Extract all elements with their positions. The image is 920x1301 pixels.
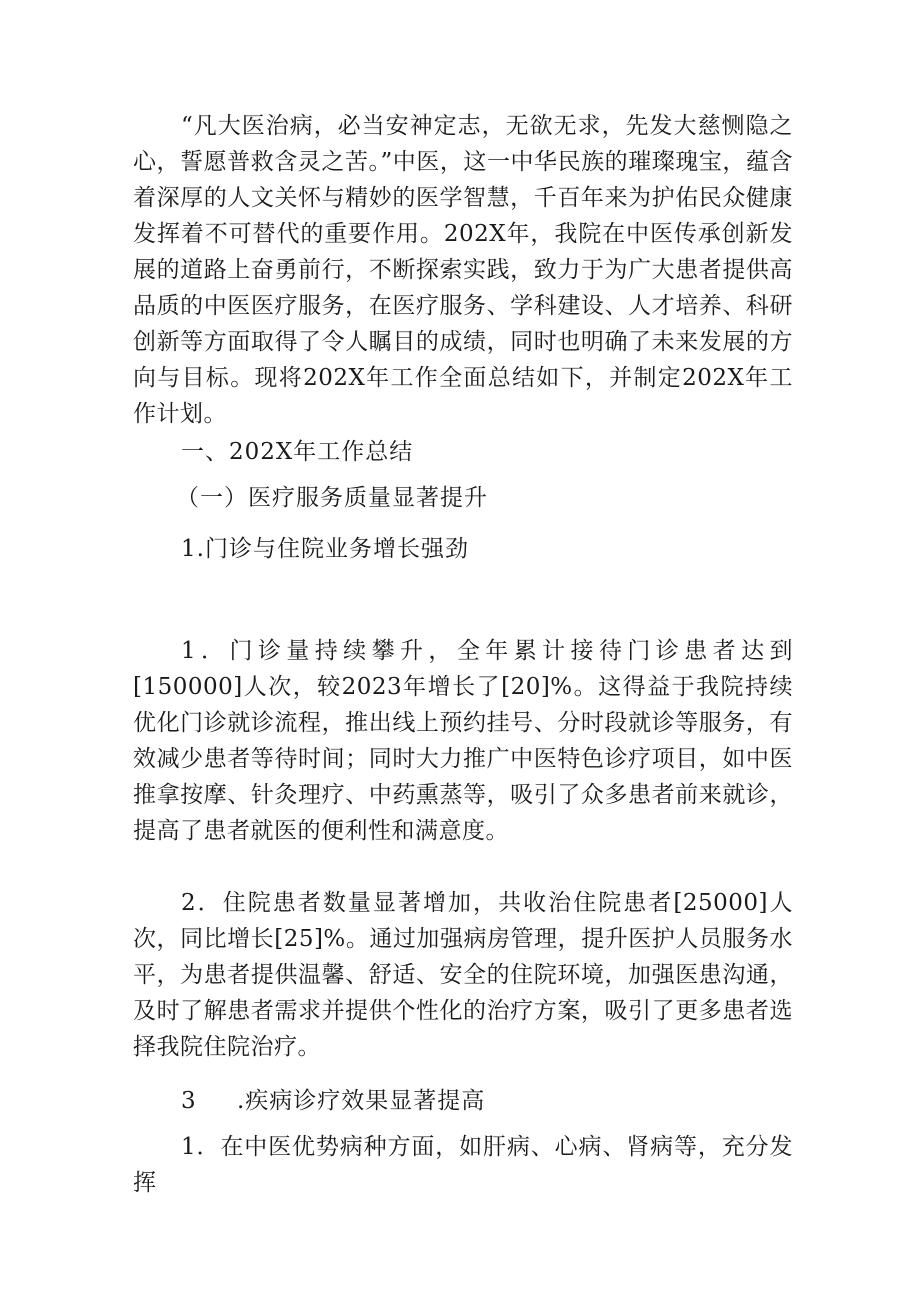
item-heading-treatment xyxy=(181,1083,485,1119)
inpatient-paragraph: 2．住院患者数量显著增加，共收治住院患者[25000]人次，同比增长[25]%。通过加强病房管理，提升医护人员服务水平，为患者提供温馨、舒适、安全的住院环境，加强医患沟通，及时了解患者需求并提供个性化的治疗方案，吸引了更多患者选择我院住院治疗。 xyxy=(133,890,793,1060)
subsection-heading: （一）医疗服务质量显著提升 xyxy=(176,485,488,511)
intro-paragraph: “凡大医治病，必当安神定志，无欲无求，先发大慈恻隐之心，誓愿普救含灵之苦。”中医，这一中华民族的璀璨瑰宝，蕴含着深厚的人文关怀与精妙的医学智慧，千百年来为护佑民众健康发挥着不可替代的重要作用。202X年，我院在中医传承创新发展的道路上奋勇前行，不断探索实践，致力于为广大患者提供高品质的中医医疗服务，在医疗服务、学科建设、人才培养、科研创新等方面取得了令人瞩目的成绩，同时也明确了未来发展的方向与目标。现将202X年工作全面总结如下，并制定202X年工作计划。 xyxy=(133,113,793,427)
item-heading-outpatient-inpatient: 1.门诊与住院业务增长强劲 xyxy=(181,536,469,562)
treatment-paragraph: 1．在中医优势病种方面，如肝病、心病、肾病等，充分发挥 xyxy=(133,1134,793,1196)
item-heading-text: .疾病诊疗效果显著提高 xyxy=(237,1088,486,1114)
outpatient-paragraph: 1．门诊量持续攀升，全年累计接待门诊患者达到[150000]人次，较2023年增长了[20]%。这得益于我院持续优化门诊就诊流程，推出线上预约挂号、分时段就诊等服务，有效减少患者等待时间；同时大力推广中医特色诊疗项目，如中医推拿按摩、针灸理疗、中药熏蒸等，吸引了众多患者前来就诊，提高了患者就医的便利性和满意度。 xyxy=(133,638,793,844)
section-heading: 一、202X年工作总结 xyxy=(181,439,414,465)
item-heading-number: 3 xyxy=(181,1088,197,1114)
